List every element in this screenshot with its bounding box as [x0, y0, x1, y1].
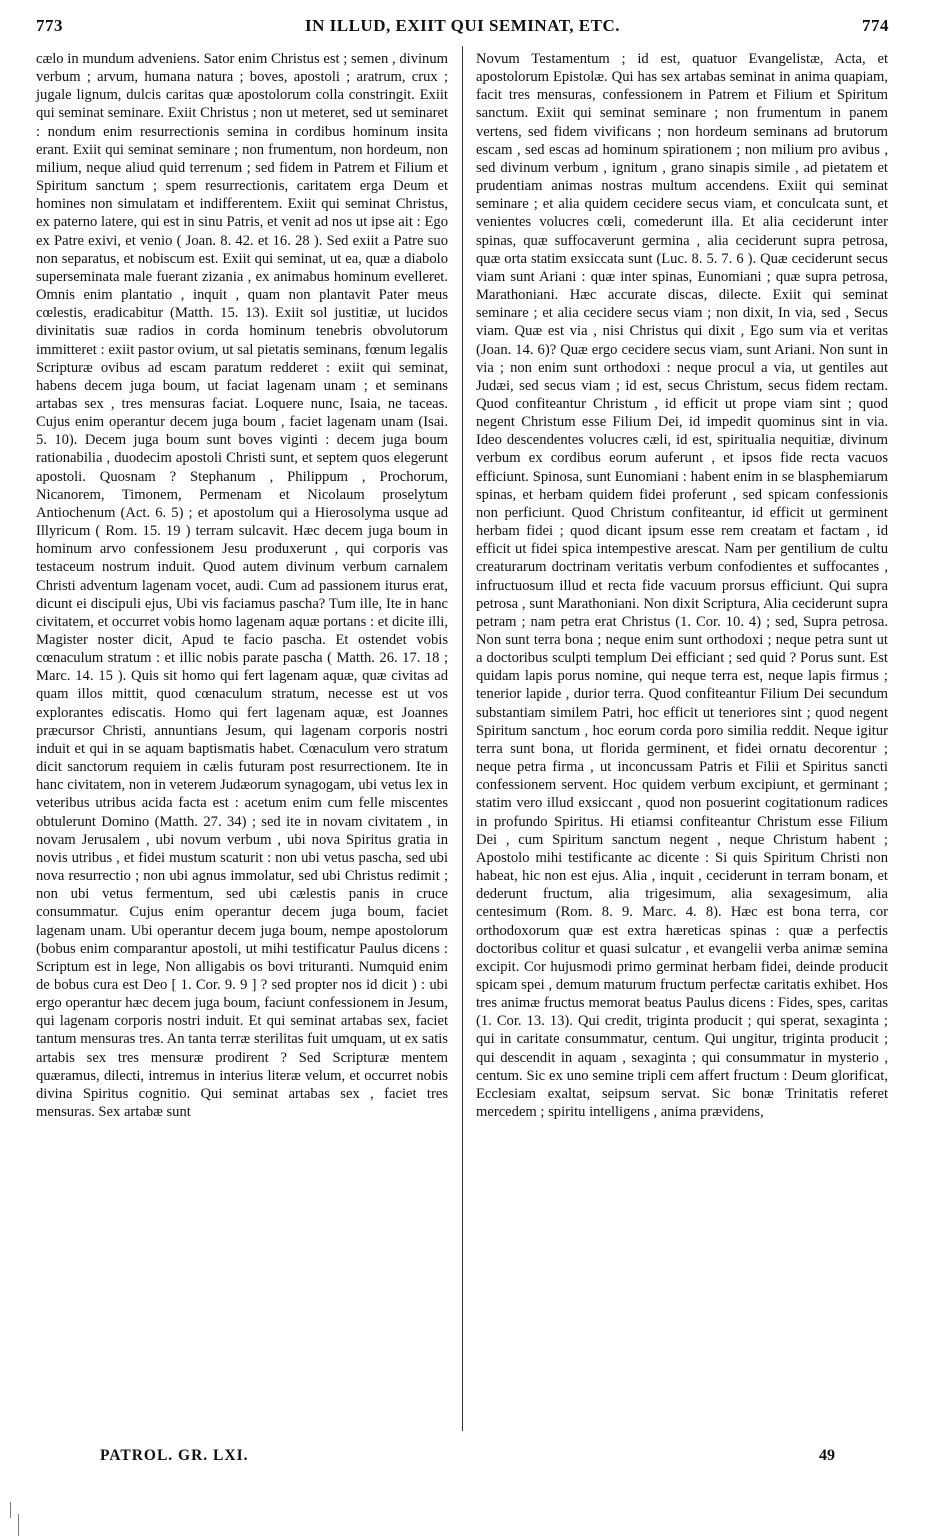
left-column-text: cælo in mundum adveniens. Sator enim Christus est ; semen , divinum verbum ; arvum, humana natura ; boves, apostoli ; aratrum, crux ; jugale lignum, dulcis caritas quæ apostolorum colla constringit. Exiit qui seminat seminare. Exiit Christus ; non ut meteret, sed ut seminaret : nondum enim resurrectionis semina in cordibus hominum insita erant. Exiit qui seminat seminare ; non frumentum, non hordeum, non milium, neque aliud quid terrenum ; sed fidem in Patrem et Filium et Spiritum sanctum ; spem resurrectionis, caritatem erga Deum et homines non simulatam et indifferentem. Exiit qui seminat Christus, ex paterno latere, qui est in sinu Patris, et venit ad nos ut ipse ait : Ego ex Patre exivi, et venio ( Joan. 8. 42. et 16. 28 ). Sed exiit a Patre suo non separatus, et nobiscum est. Exiit qui seminat, ut ea, quæ a diabolo superseminata male fuerant zizania , ex animabus hominum evelleret. Omnis enim plantatio , inquit , quam non plantavit Pater meus cœlestis, eradicabitur (Matth. 15. 13). Exiit sol justitiæ, ut lucidos divinitatis suæ radios in corda hominum tenebris obvolutorum immitteret : exiit pastor ovium, ut sal pietatis seminans, fœnum legalis Scripturæ ovibus ad escam paratum redderet : exiit qui seminat, habens decem juga boum, ut faciat lagenam unam ; et seminans artabas sex , tres mensuras faciat. Loquere nunc, Isaia, ne taceas. Cujus enim operantur decem juga boum , faciet lagenam unam (Isai. 5. 10). Decem juga boum sunt boves viginti : decem juga boum rationabilia , duodecim apostoli Christi sunt, et septem quos elegerunt apostoli. Quosnam ? Stephanum , Philippum , Prochorum, Nicanorem, Timonem, Permenam et Nicolaum proselytum Antiochenum (Act. 6. 5) ; et apostolum qui a Hierosolyma usque ad Illyricum ( Rom. 15. 19 ) terram sulcavit. Hæc decem juga boum in hominum arvo confessionem Jesu produxerunt , qui corporis vas testaceum nostrum induit. Quod autem divinum verbum carnalem Christi adventum lagenam vocet, audi. Cum ad passionem iturus erat, dicunt ei discipuli ejus, Ubi vis faciamus pascha? Tum ille, Ite in hanc civitatem, et occurret vobis homo lagenam aquæ portans : et dicite illi, Magister noster dicit, Apud te facio pascha. Et ostendet vobis cœnaculum stratum : et illic nobis parate pascha ( Matth. 26. 17. 18 ; Marc. 14. 15 ). Quis sit homo qui fert lagenam aquæ, quæ civitas ad quam illos mittit, quod cœnaculum stratum, necesse est ut vos explorantes ediscatis. Homo qui fert lagenam aquæ, est Joannes præcursor Christi, annuntians Jesum, qui lagenam corporis nostri induit et qui in se aquam baptismatis habet. Cœnaculum vero stratum dicit sanctorum requiem in cælis futuram post resurrectionem. Ite in hanc civitatem, non in veterem Judæorum synagogam, ubi vetus lex in veteribus utribus acida facta est : acetum enim cum felle miscentes obtulerunt Domino (Matth. 27. 34) ; sed ite in novam civitatem , in novam Jerusalem , ubi novum verbum , ubi nova Spiritus gratia in novis utribus , et fidei mustum scaturit : non ubi vetus pascha, sed ubi nova resurrectio ; non ubi agnus immolatur, sed ubi Christus redimit ; non ubi vetus fermentum, sed ubi cælestis panis in cruce consummatur. Cujus enim operantur decem juga boum, faciet lagenam unam. Ubi operantur decem juga boum, nempe apostolorum (bobus enim comparantur apostoli, ut mihi testificatur Paulus dicens : Scriptum est in lege, Non alligabis os bovi trituranti. Numquid enim de bobus cura est Deo [ 1. Cor. 9. 9 ] ? sed propter nos id dicit ) : ubi ergo operantur hæc decem juga boum, faciunt confessionem in Jesum, qui lagenam corporis nostri induit. Et qui seminat artabas sex, faciet tantum mensuras tres. An tanta terræ sterilitas fuit umquam, ut ex satis artabis sex tres mensuræ prodirent ? Sed Scripturæ mentem quæramus, dilecti, intremus in interius literæ velum, et occurret nobis divina Spiritus cognitio. Qui seminat artabas sex , faciet tres mensuras. Sex artabæ sunt	[36, 51, 448, 1121]
running-title: IN ILLUD, EXIIT QUI SEMINAT, ETC.	[304, 16, 620, 35]
right-column	[476, 50, 888, 1121]
margin-marks	[8, 1500, 28, 1540]
page-number-left: 773	[36, 16, 63, 35]
right-column-text: Novum Testamentum ; id est, quatuor Evangelistæ, Acta, et apostolorum Epistolæ. Qui has sex artabas seminat in anima quapiam, facit tres mensuras, confessionem in Patrem et Filium et Spiritum sanctum. Exiit qui seminat seminare ; non frumentum in panem vertens, sed fidem vivificans ; non hordeum seminans ad brutorum escam , sed escas ad hominum spirationem ; non milium pro avibus , sed divinum verbum , ignitum , grano sinapis simile , ad pietatem et prudentiam animas nostras multum accendens. Exiit qui seminat seminare ; et alia quidem cecidere secus viam, et conculcata sunt, et venientes volucres cœli, comederunt illa. Et alia ceciderunt inter spinas, quæ suffocaverunt germina , alia ceciderunt supra petrosa, quæ orta statim exsiccata sunt (Luc. 8. 5. 7. 6 ). Quæ ceciderunt secus viam sunt Ariani : quæ inter spinas, Eunomiani ; quæ supra petrosa, Marathoniani. Hæc accurate discas, dilecte. Exiit qui seminat seminare ; et alia cecidere secus viam ; non dixit, In via, sed , Secus viam. Quæ est via , nisi Christus qui dixit , Ego sum via et veritas (Joan. 14. 6)? Quæ ergo cecidere secus viam, sunt Ariani. Non sunt in via ; non enim sunt orthodoxi : neque procul a via, ut gentiles aut Judæi, sed secus viam ; id est, secus Christum, secus fidem rectam. Quod confiteantur Christum , id efficit ut prope viam sint ; quod negent Christum esse Filium Dei, id impedit quominus sint in via. Ideo descendentes volucres cæli, id est, spiritualia nequitiæ, divinum verbum ex cordibus eorum auferunt , et ipsos fide recta vacuos efficiunt. Spinosa, sunt Eunomiani : habent enim in se blasphemiarum spinas, et herbam quidem fidei proferunt , sed spicam confessionis non perficiunt. Quod Christum confiteantur, id efficit ut germinent herbam fidei ; quod dicant ipsum esse rem creatam et factam , id efficit ut fidei spica intempestive arescat. Nam per gentilium de cultu creaturarum doctrinam veritatis verbum confodientes et suffocantes , infructuosum illud et recta fide vacuum prorsus efficiunt. Qui supra petrosa , sunt Marathoniani. Non dixit Scriptura, Alia ceciderunt supra petram ; nam petra erat Christus (1. Cor. 10. 4) ; sed, Supra petrosa. Non sunt terra bona ; neque enim sunt orthodoxi ; neque petra sunt ut a doctoribus sculpti templum Dei efficiant ; sed quid ? Porus sunt. Est quidam lapis porus nomine, qui neque terra est, neque lapis firmus ; tenerior lapide , durior terra. Quod confiteantur Filium Dei secundum substantiam similem Patri, hoc efficit ut teneriores sint ; quod negent Spiritum sanctum , hoc eorum corda poro similia reddit. Neque igitur terra sunt bona, ut florida germinent, et fidei ornatu decorentur ; neque petra firma , ut inconcussam Patris et Filii et Spiritus sancti confessionem servent. Hoc quidem verbum excipiunt, et germinant ; statim vero illud exsiccant , quod non posuerint cogitationum radices in profundo Spiritus. Hi etiamsi confiteantur Christum esse Filium Dei , cum Spiritum sanctum negent , neque Christum habent ; Apostolo mihi testificante ac dicente : Si quis Spiritum Christi non habeat, hic non est ejus. Alia , inquit , ceciderunt in terram bonam, et dederunt fructum, alia trigesimum, alia sexagesimum, alia centesimum (Rom. 8. 9. Marc. 4. 8). Hæc est bona terra, cor orthodoxorum quæ est extra hæreticas spinas : quæ a perfectis doctoribus colitur et quasi sulcatur , et evangelii verba animæ semina excipit. Cor hujusmodi primo germinat herbam fidei, deinde producit spicam spei , demum maturum fructum perfectæ caritatis exhibet. Hos tres animæ fructus memorat beatus Paulus dicens : Fides, spes, caritas (1. Cor. 13. 13). Qui credit, triginta producit ; qui sperat, sexaginta ; qui in caritate consummatur, centum. Qui ungitur, triginta producit ; qui descendit in aquam , sexaginta ; qui consummatur in mysterio , centum. Sic ex uno semine tripli cem affert fructum : Deum glorificat, Ecclesiam exaltat, seipsum servat. Sic bonæ Trinitatis referet mercedem ; spiritu intelligens , anima prævidens,	[476, 51, 888, 1121]
page-footer	[36, 1447, 889, 1477]
left-column	[36, 50, 448, 1121]
footer-signature-mark: 49	[819, 1447, 835, 1464]
page-number-right: 774	[862, 16, 889, 35]
column-divider	[462, 46, 463, 1431]
running-header	[36, 10, 889, 44]
footer-series-label: PATROL. GR. LXI.	[100, 1447, 249, 1464]
